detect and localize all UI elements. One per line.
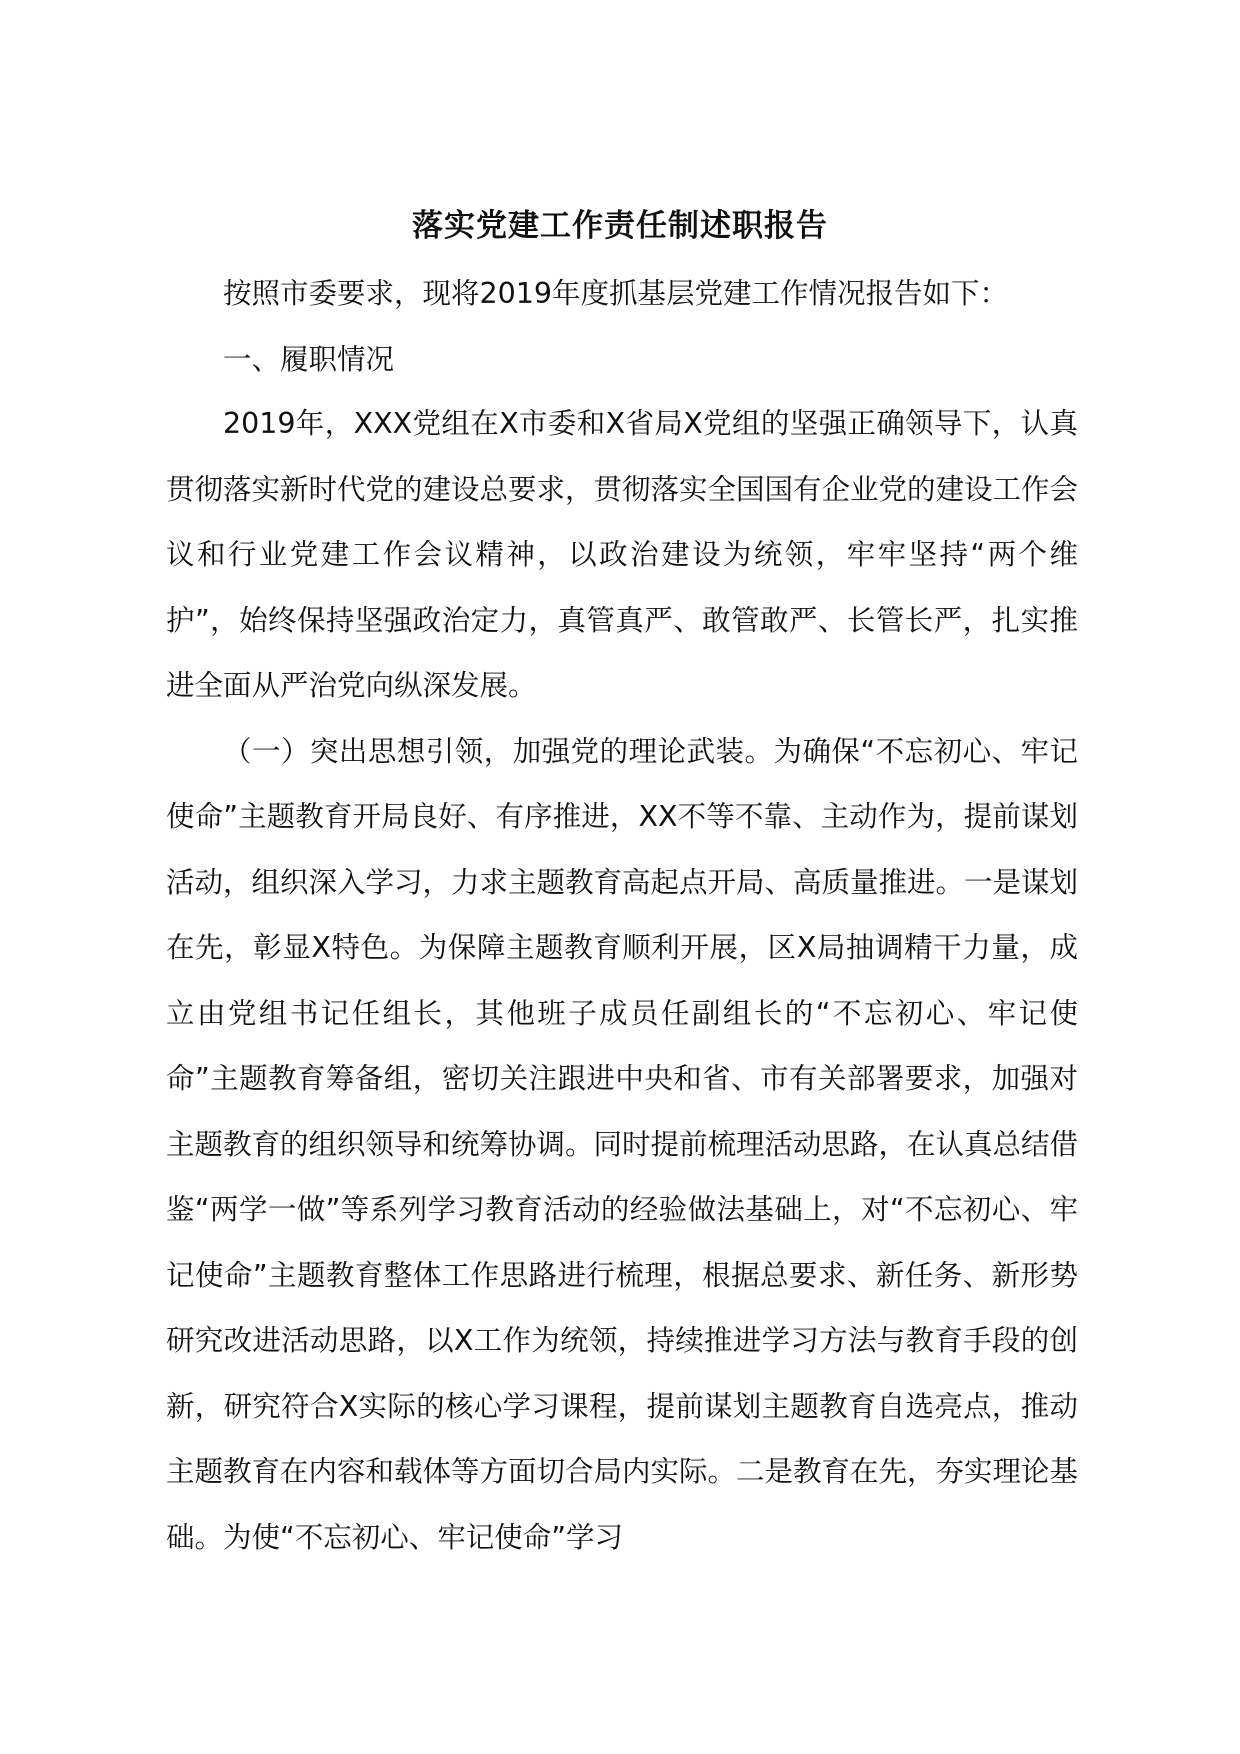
section-heading: 一、履职情况	[223, 342, 395, 376]
intro-block	[166, 261, 1078, 392]
document-title: 落实党建工作责任制述职报告	[412, 208, 828, 244]
document-body	[166, 391, 1078, 1570]
body-paragraph-2: （一）突出思想引领，加强党的理论武装。为确保“不忘初心、牢记使命”主题教育开局良好、有序推进，XX不等不靠、主动作为，提前谋划活动，组织深入学习，力求主题教育高起点开局、高质量推进。一是谋划在先，彰显X特色。为保障主题教育顺利开展，区X局抽调精干力量，成立由党组书记任组长，其他班子成员任副组长的“不忘初心、牢记使命”主题教育筹备组，密切关注跟进中央和省、市有关部署要求，加强对主题教育的组织领导和统筹协调。同时提前梳理活动思路，在认真总结借鉴“两学一做”等系列学习教育活动的经验做法基础上，对“不忘初心、牢记使命”主题教育整体工作思路进行梳理，根据总要求、新任务、新形势研究改进活动思路，以X工作为统领，持续推进学习方法与教育手段的创新，研究符合X实际的核心学习课程，提前谋划主题教育自选亮点，推动主题教育在内容和载体等方面切合局内实际。二是教育在先，夯实理论基础。为使“不忘初心、牢记使命”学习	[166, 734, 1079, 1554]
body-paragraph-1: 2019年，XXX党组在X市委和X省局X党组的坚强正确领导下，认真贯彻落实新时代党的建设总要求，贯彻落实全国国有企业党的建设工作会议和行业党建工作会议精神，以政治建设为统领，牢牢坚持“两个维护”，始终保持坚强政治定力，真管真严、敢管敢严、长管长严，扎实推进全面从严治党向纵深发展。	[166, 407, 1079, 702]
intro-paragraph: 按照市委要求，现将2019年度抓基层党建工作情况报告如下：	[223, 277, 1009, 310]
